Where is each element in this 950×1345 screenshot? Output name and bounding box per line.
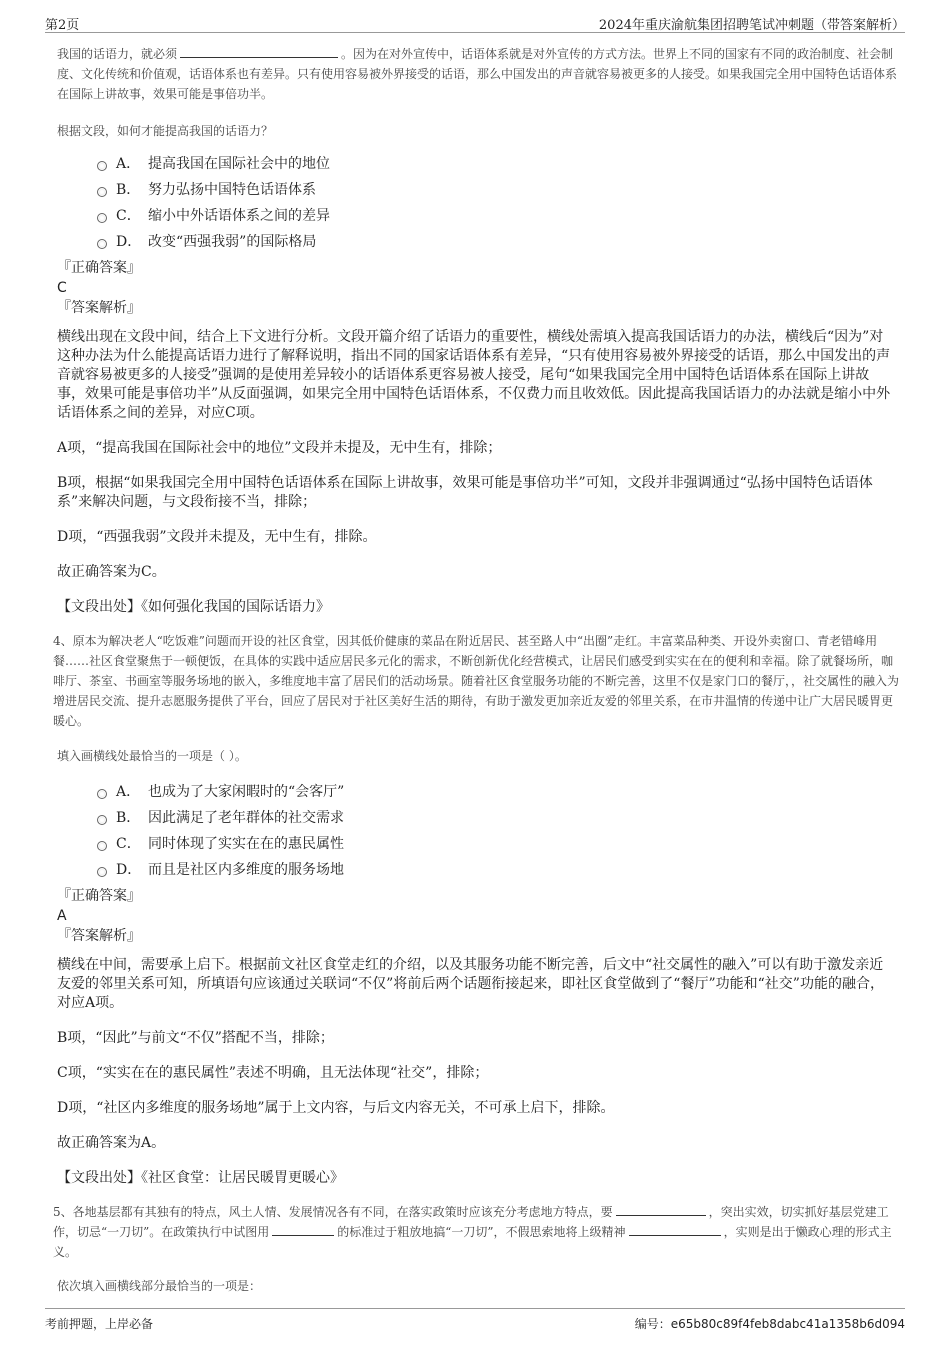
document-code: 编号：e65b80c89f4feb8dabc41a1358b6d094 <box>634 1317 905 1331</box>
question-3 <box>57 44 902 617</box>
analysis-paragraph: D项，“西强我弱”文段并未提及，无中生有，排除。 <box>57 529 377 545</box>
correct-answer-label: 『正确答案』 <box>57 260 141 276</box>
analysis-label: 『答案解析』 <box>57 300 141 316</box>
correct-answer: A <box>57 908 67 924</box>
analysis-paragraph: D项，“社区内多维度的服务场地”属于上文内容，与后文内容无关，不可承上启下，排除。 <box>57 1100 615 1116</box>
analysis-label: 『答案解析』 <box>57 928 141 944</box>
radio-icon[interactable] <box>97 841 107 851</box>
question-3-prompt: 根据文段，如何才能提高我国的话语力？ <box>57 124 274 138</box>
option-a[interactable]: A． 提高我国在国际社会中的地位 <box>97 150 902 176</box>
option-b[interactable]: B． 努力弘扬中国特色话语体系 <box>97 176 902 202</box>
radio-icon[interactable] <box>97 239 107 249</box>
analysis-paragraph: A项，“提高我国在国际社会中的地位”文段并未提及，无中生有，排除； <box>57 440 502 456</box>
passage-source: 【文段出处】《社区食堂：让居民暖胃更暖心》 <box>57 1170 344 1186</box>
fill-blank <box>272 1223 334 1236</box>
radio-icon[interactable] <box>97 187 107 197</box>
analysis-paragraph: B项，根据“如果我国完全用中国特色话语体系在国际上讲故事，效果可能是事倍功半”可知，文段并非强调通过“弘扬中国特色话语体系”来解决问题，与文段衔接不当，排除； <box>57 475 873 510</box>
correct-answer-label: 『正确答案』 <box>57 888 141 904</box>
correct-answer: C <box>57 280 67 296</box>
option-d[interactable]: D． 改变“西强我弱”的国际格局 <box>97 228 902 254</box>
question-4-passage: 4、原本为解决老人“吃饭难”问题而开设的社区食堂，因其低价健康的菜品在附近居民、甚至路人中“出圈”走红。丰富菜品种类、开设外卖窗口、青老错峰用餐……社区食堂聚焦于一顿便饭，在具体的实践中适应居民多元化的需求，不断创新优化经营模式，让居民们感受到实实在在的便利和幸福。除了就餐场所，咖啡厅、茶室、书画室等服务场地的嵌入，多维度地丰富了居民们的活动场景。随着社区食堂服务功能的不断完善，这里不仅是家门口的餐厅，，社交属性的融入为增进居民交流、提升志愿服务提供了平台，回应了居民对于社区美好生活的期待，有助于激发更加亲近友爱的邻里关系，在市井温情的传递中让广大居民暖胃更暖心。 <box>53 634 900 728</box>
page-number: 第2页 <box>45 18 80 33</box>
analysis-conclusion: 故正确答案为C。 <box>57 564 166 580</box>
passage-source: 【文段出处】《如何强化我国的国际话语力》 <box>57 599 330 615</box>
document-content <box>53 44 902 1296</box>
fill-blank <box>629 1223 721 1236</box>
radio-icon[interactable] <box>97 213 107 223</box>
page-footer <box>45 1308 905 1339</box>
radio-icon[interactable] <box>97 789 107 799</box>
analysis-paragraph: 横线在中间，需要承上启下。根据前文社区食堂走红的介绍，以及其服务功能不断完善，后文中“社交属性的融入”可以有助于激发亲近友爱的邻里关系可知，所填语句应该通过关联词“不仅”将前后两个话题衔接起来，即社区食堂做到了“餐厅”功能和“社交”功能的融合，对应A项。 <box>57 957 884 1011</box>
radio-icon[interactable] <box>97 161 107 171</box>
question-5 <box>53 1202 902 1296</box>
question-3-options <box>97 150 902 254</box>
analysis-paragraph: 横线出现在文段中间，结合上下文进行分析。文段开篇介绍了话语力的重要性，横线处需填入提高我国话语力的办法，横线后“因为”对这种办法为什么能提高话语力进行了解释说明，指出不同的国家话语体系有差异，“只有使用容易被外界接受的话语，那么中国发出的声音就容易被更多的人接受”强调的是使用差异较小的话语体系更容易被人接受，尾句“如果我国完全用中国特色话语体系在国际上讲故事，效果可能是事倍功半”从反面强调，如果完全用中国特色话语体系，不仅费力而且收效低。因此提高我国话语力的办法就是缩小中外话语体系之间的差异，对应C项。 <box>57 329 891 421</box>
option-c[interactable]: C． 缩小中外话语体系之间的差异 <box>97 202 902 228</box>
analysis-paragraph: B项，“因此”与前文“不仅”搭配不当，排除； <box>57 1030 334 1046</box>
analysis-paragraph: C项，“实实在在的惠民属性”表述不明确，且无法体现“社交”，排除； <box>57 1065 489 1081</box>
fill-blank <box>616 1203 706 1216</box>
fill-blank <box>180 45 338 58</box>
question-5-prompt: 依次填入画横线部分最恰当的一项是： <box>57 1279 262 1293</box>
page-header <box>45 10 905 33</box>
footer-slogan: 考前押题，上岸必备 <box>45 1317 154 1331</box>
question-4 <box>53 631 902 1188</box>
option-b[interactable]: B． 因此满足了老年群体的社交需求 <box>97 804 902 830</box>
question-3-passage: 我国的话语力，就必须 。因为在对外宣传中，话语体系就是对外宣传的方式方法。世界上不同的国家有不同的政治制度、社会制度、文化传统和价值观，话语体系也有差异。只有使用容易被外界接受的话语，那么中国发出的声音就容易被更多的人接受。如果我国完全用中国特色话语体系在国际上讲故事，效果可能是事倍功半。 <box>57 47 898 101</box>
question-4-options <box>97 778 902 882</box>
question-5-passage: 5、各地基层都有其独有的特点，风土人情、发展情况各有不同，在落实政策时应该充分考虑地方特点，要 ，突出实效，切实抓好基层党建工作，切忌“一刀切”。在政策执行中试图用 的标准过于粗放地搞“一刀切”，不假思索地将上级精神 ，实则是出于懒政心理的形式主义。 <box>53 1205 892 1259</box>
analysis-conclusion: 故正确答案为A。 <box>57 1135 166 1151</box>
option-a[interactable]: A． 也成为了大家闲暇时的“会客厅” <box>97 778 902 804</box>
option-d[interactable]: D． 而且是社区内多维度的服务场地 <box>97 856 902 882</box>
question-4-prompt: 填入画横线处最恰当的一项是（ ）。 <box>57 749 247 763</box>
option-c[interactable]: C． 同时体现了实实在在的惠民属性 <box>97 830 902 856</box>
radio-icon[interactable] <box>97 867 107 877</box>
radio-icon[interactable] <box>97 815 107 825</box>
document-title: 2024年重庆渝航集团招聘笔试冲刺题（带答案解析） <box>598 18 905 33</box>
